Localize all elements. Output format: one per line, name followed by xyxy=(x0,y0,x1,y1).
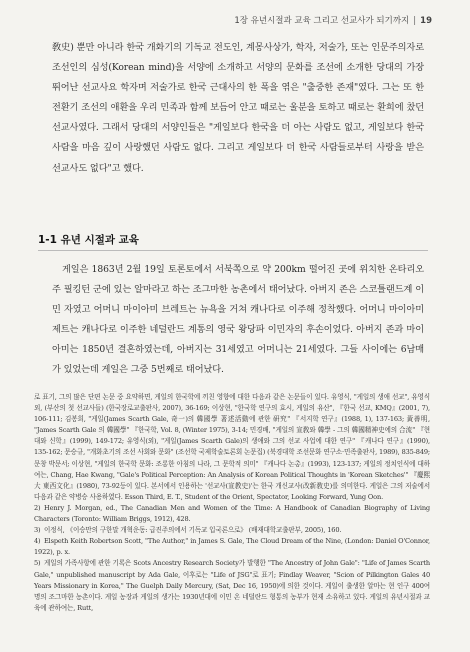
footnote-number: 5) xyxy=(34,559,41,568)
footnote-text: 로 표기, 그의 많은 단편 논문 중 요약하면, 게일의 한국학에 끼친 영향에 대한 다음과 같은 논문들이 있다. 유영식, "게일의 생애 선교", 유영식 외, (부산의 첫 선교사들) (한국장로교출판사, 2007), 36-169; 이상현, "한국학 연구의 효시, 게일의 유산", 『한국 선교, KMQ』(2001, 7), 106-111; 김봉희, "게일(James Scarth Gale, 奇一)의 韓國學 著述活動에 관한 研究" 『서지학 연구』(1988, 1), 137-163; 黃善明, "James Scarth Gale 의 韓國學" 『한국학, Vol. 8, (Winter 1975), 3-14; 민경배, "게일의 宣敎와 韓學 - 그의 韓國精神史에의 合流" 『현대와 신학』(1999), 149-172; 유영식(외), "게일(James Scarth Gale)의 생애와 그의 선교 사업에 대한 연구" 『캐나다 연구』(1990), 135-162; 문승규, "개화초기의 조선 사회와 문화" (조선학 국제학술토론회 논문집) (북경대학 조선문화 연구소·민족출판사, 1989), 835-849; 문창 박문서; 이상현, "게일의 한국학 문화: 조롱한 아침의 나라, 그 문학적 의미" 『캐나다 논총』(1993), 123-137; 게일의 정치인식에 대하여는, Chang, Hae Kwang, "Gale's Political Perception: An Analysis of Korean Political Thoughts in 'Korean Sketches'" 『慶熙大 東西文化』(1980), 73-92등이 있다. 본서에서 인용하는 '선교사(宣教史)'는 한국 개신교사(改新敎史)를 의미한다. 게일은 그의 저술에서 다음과 같은 약병승 사용하였다. Esson Third, E. T., Student of the Orient, Spectator, Looking Forward, Yung Oon. xyxy=(34,393,430,501)
footnote-number: 3) xyxy=(34,526,41,535)
footnote-text: 이정식, 《이승만의 구한말 개혁운동: 급진주의에서 기독교 입국론으로》 (배재대학교출판부, 2005), 160. xyxy=(44,526,342,535)
footnote-number: 2) xyxy=(34,503,41,512)
footnote xyxy=(34,558,430,613)
body-paragraph: 게일은 1863년 2월 19일 토론토에서 서북쪽으로 약 200km 떨어진 곳에 위치한 온타리오 주 필킹턴 군에 있는 알마라고 하는 조그마한 농촌에서 태어났다. 아버지 존은 스코틀랜드계 이민 자였고 어머니 마이아미 브레트는 뉴욕을 거쳐 캐나다로 이주해 정착했다. 어머니 마이아미 제트는 캐나다로 이주한 네덜란드 계통의 영국 왕당파 이민자의 후손이었다. 아버지 존과 마이아미는 1850년 결혼하였는데, 아버지는 31세였고 어머니는 21세였다. 그들 사이에는 6남매가 있었는데 게일은 그중 5번째로 태어났다. xyxy=(52,264,424,376)
footnote-text: Elspeth Keith Robertson Scott, "The Author," in James S. Gale, The Cloud Dream of the Nine, (London: Daniel O'Connor, 1922), p. x. xyxy=(34,537,430,557)
section-divider xyxy=(38,250,428,251)
footnote xyxy=(34,525,430,536)
footnote-number: 4) xyxy=(34,537,41,546)
section-heading: 1-1 유년 시절과 교육 xyxy=(38,234,139,246)
footnote-text: Henry J. Morgan, ed., The Canadian Men and Women of the Time: A Handbook of Canadian Biography of Living Characters (Toronto: William Briggs, 1912), 428. xyxy=(34,503,430,524)
footnote xyxy=(34,503,430,525)
page-number: 19 xyxy=(420,16,432,26)
body-paragraph-section xyxy=(52,260,424,381)
footnotes xyxy=(34,392,430,614)
body-paragraph: 敎史) 뿐만 아니라 한국 개화기의 기독교 전도인, 계몽사상가, 학자, 저술가, 또는 인문주의자로 조선인의 심성(Korean mind)을 서양에 소개하고 서양의 문화를 조선에 소개한 당대의 가장 뛰어난 선교사요 학자며 저술가로 한국 근대사의 한 폭을 엮은 "출중한 존재"였다. 그는 또 한 전환기 조선의 애환을 우리 민족과 함께 보듬어 안고 때로는 울분을 토하고 때로는 환희에 찼던 선교사였다. 그래서 당대의 서양인들은 "게일보다 한국을 더 아는 사람도 없고, 게일보다 한국 사람을 마음 깊이 사랑했던 사람도 없다. 그리고 게일보다 더 한국 사람들로부터 사랑을 받은 선교사도 없다"고 했다. xyxy=(52,42,424,174)
footnote xyxy=(34,392,430,503)
running-head-separator: | xyxy=(413,16,417,26)
footnote-text: 게일의 가족사항에 관한 기록은 Scots Ancestry Research Society가 발행한 "The Ancestry of John Gale": "Life of James Scarth Gale," unpublished manuscript by Ada Gale, 이후로는 "Life of JSG"로 표기; Findlay Weaver, "Scion of Pilkington Gales 40 Years Missionary in Korea," The Guelph Daily Mercury, (Sat, Dec 16, 1950)에 의한 것이다. 게일이 출생한 알마는 현 인구 400여 명의 조그마한 농촌이다. 게일 농장과 게일의 생가는 1930년대에 이민 온 네덜란드 형통의 농부가 현재 소유하고 있다. 게일의 유년시절과 교육에 관하여는, Rutt, xyxy=(34,559,430,612)
footnote xyxy=(34,536,430,558)
running-head-chapter: 1장 유년시절과 교육 그리고 선교사가 되기까지 xyxy=(234,16,410,26)
running-header xyxy=(234,14,432,26)
body-paragraph-top xyxy=(52,38,424,179)
